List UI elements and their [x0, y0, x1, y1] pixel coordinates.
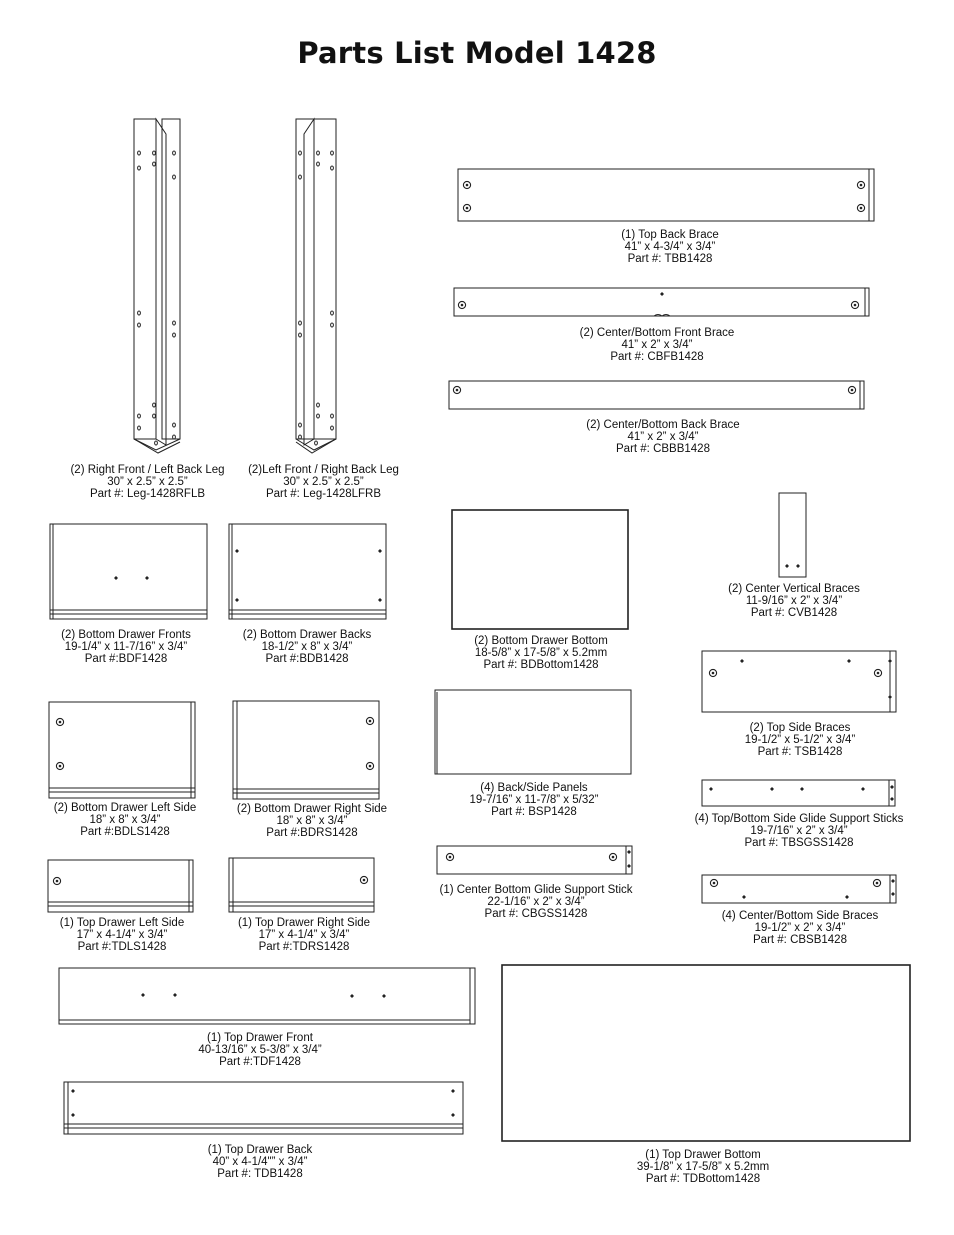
center-bottom-front-brace-drawing [454, 288, 869, 316]
caption-leg-rflb: (2) Right Front / Left Back Leg 30” x 2.5” x 2.5” Part #: Leg-1428RFLB [70, 464, 225, 501]
bottom-drawer-bottom-drawing [452, 510, 628, 629]
caption-top-drawer-right-side: (1) Top Drawer Right Side 17” x 4-1/4” x 3/4” Part #:TDRS1428 [237, 917, 371, 954]
center-bottom-back-brace-drawing [449, 381, 864, 409]
caption-top-drawer-front: (1) Top Drawer Front 40-13/16” x 5-3/8” x 3/4” Part #:TDF1428 [198, 1032, 322, 1069]
caption-bottom-drawer-bottom: (2) Bottom Drawer Bottom 18-5/8” x 17-5/8” x 5.2mm Part #: BDBottom1428 [474, 635, 608, 672]
center-bottom-side-braces-drawing [702, 875, 896, 903]
top-drawer-left-side-drawing [48, 860, 193, 912]
caption-bottom-drawer-left-side: (2) Bottom Drawer Left Side 18” x 8” x 3/4” Part #:BDLS1428 [53, 802, 197, 839]
top-side-braces-drawing [702, 651, 896, 712]
top-back-brace-drawing [458, 169, 874, 221]
top-drawer-back-drawing [64, 1082, 463, 1134]
caption-bottom-drawer-backs: (2) Bottom Drawer Backs 18-1/2” x 8” x 3/4” Part #:BDB1428 [242, 629, 372, 666]
caption-bottom-drawer-right-side: (2) Bottom Drawer Right Side 18” x 8” x 3/4” Part #:BDRS1428 [236, 803, 388, 840]
caption-center-bottom-front-brace: (2) Center/Bottom Front Brace 41” x 2” x 3/4” Part #: CBFB1428 [579, 327, 735, 364]
back-side-panels-drawing [435, 690, 631, 774]
caption-top-drawer-bottom: (1) Top Drawer Bottom 39-1/8” x 17-5/8” x 5.2mm Part #: TDBottom1428 [636, 1149, 770, 1186]
bottom-drawer-fronts-drawing [50, 524, 207, 619]
bottom-drawer-right-side-drawing [233, 701, 379, 799]
bottom-drawer-backs-drawing [229, 524, 386, 619]
caption-top-side-braces: (2) Top Side Braces 19-1/2” x 5-1/2” x 3/4” Part #: TSB1428 [744, 722, 856, 759]
caption-top-drawer-back: (1) Top Drawer Back 40” x 4-1/4"” x 3/4” Part #: TDB1428 [207, 1144, 313, 1181]
leg-lfrb-drawing [296, 119, 336, 453]
top-drawer-right-side-drawing [229, 858, 374, 912]
caption-center-bottom-side-braces: (4) Center/Bottom Side Braces 19-1/2” x 2” x 3/4” Part #: CBSB1428 [721, 910, 879, 947]
caption-leg-lfrb: (2)Left Front / Right Back Leg 30” x 2.5” x 2.5” Part #: Leg-1428LFRB [248, 464, 399, 501]
caption-center-bottom-back-brace: (2) Center/Bottom Back Brace 41” x 2” x 3/4” Part #: CBBB1428 [586, 419, 740, 456]
page-title: Parts List Model 1428 [297, 36, 657, 70]
top-bottom-side-glide-support-sticks-drawing [702, 780, 895, 806]
center-vertical-braces-drawing [779, 493, 806, 577]
center-bottom-glide-support-stick-drawing [437, 846, 632, 874]
bottom-drawer-left-side-drawing [49, 702, 195, 798]
leg-rflb-drawing [134, 119, 180, 453]
top-drawer-bottom-drawing [502, 965, 910, 1141]
caption-center-vertical-braces: (2) Center Vertical Braces 11-9/16” x 2” x 3/4” Part #: CVB1428 [728, 583, 860, 620]
top-drawer-front-drawing [59, 968, 475, 1024]
caption-center-bottom-glide-support-stick: (1) Center Bottom Glide Support Stick 22-1/16” x 2” x 3/4” Part #: CBGSS1428 [439, 884, 633, 921]
caption-back-side-panels: (4) Back/Side Panels 19-7/16” x 11-7/8” x 5/32” Part #: BSP1428 [469, 782, 599, 819]
caption-top-back-brace: (1) Top Back Brace 41” x 4-3/4” x 3/4” Part #: TBB1428 [621, 229, 719, 266]
caption-top-bottom-side-glide-support-sticks: (4) Top/Bottom Side Glide Support Sticks 19-7/16” x 2” x 3/4” Part #: TBSGSS1428 [694, 813, 904, 850]
caption-top-drawer-left-side: (1) Top Drawer Left Side 17” x 4-1/4” x 3/4” Part #:TDLS1428 [59, 917, 185, 954]
caption-bottom-drawer-fronts: (2) Bottom Drawer Fronts 19-1/4” x 11-7/16” x 3/4” Part #:BDF1428 [61, 629, 191, 666]
